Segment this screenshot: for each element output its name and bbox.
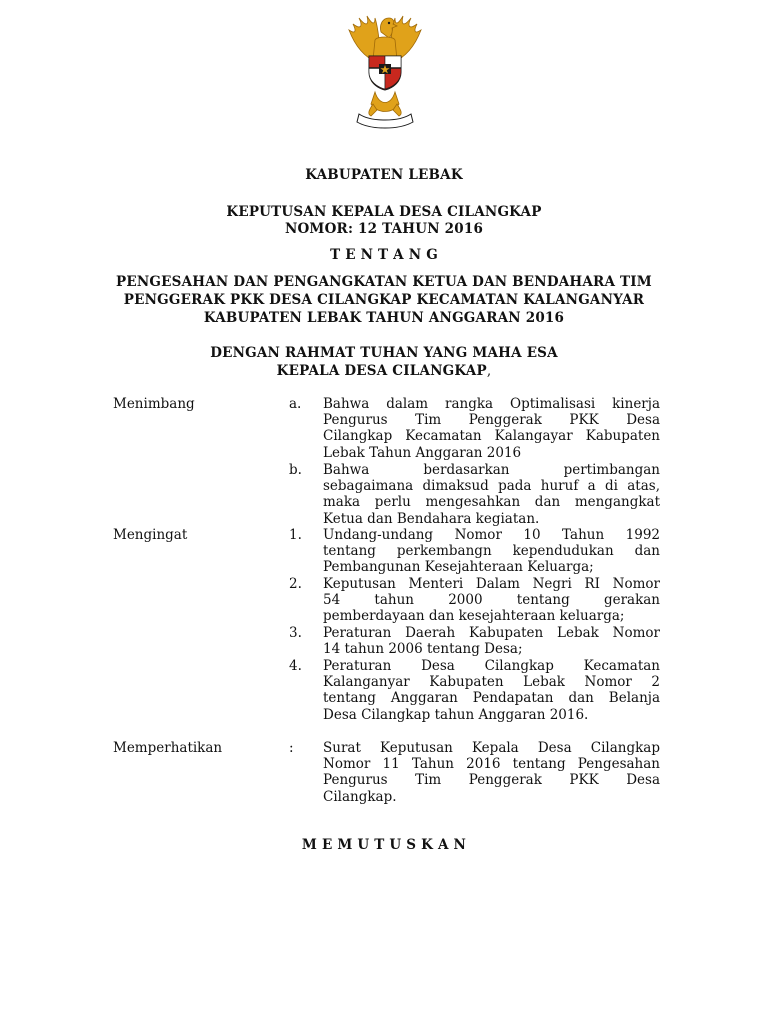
text-line: maka perlu mengesahkan dan mengangkat <box>323 494 660 511</box>
menimbang-item-b <box>323 462 660 527</box>
mengingat-marker-1: 1. <box>289 527 302 543</box>
text-line: pemberdayaan dan kesejahteraan keluarga; <box>323 608 625 625</box>
mengingat-label: Mengingat <box>113 527 188 543</box>
text-line: Pengurus Tim Penggerak PKK Desa <box>323 772 660 789</box>
text-line: Kalanganyar Kabupaten Lebak Nomor 2 <box>323 674 660 691</box>
memperhatikan-colon: : <box>289 740 294 756</box>
text-line: Cilangkap. <box>323 788 397 805</box>
mengingat-item-3 <box>323 625 660 657</box>
text-line: 14 tahun 2006 tentang Desa; <box>323 641 523 658</box>
decide-heading: M E M U T U S K A N <box>301 837 467 853</box>
text-line: Keputusan Menteri Dalam Negri RI Nomor <box>323 576 660 592</box>
text-line: sebagaimana dimaksud pada huruf a di atas, <box>323 478 660 495</box>
garuda-emblem-icon <box>337 10 433 134</box>
text-line: tentang Anggaran Pendapatan dan Belanja <box>323 690 660 707</box>
text-line: Peraturan Daerah Kabupaten Lebak Nomor <box>323 625 660 641</box>
text-line: Undang-undang Nomor 10 Tahun 1992 <box>323 527 660 543</box>
text-line: 54 tahun 2000 tentang gerakan <box>323 592 660 609</box>
memperhatikan-label: Memperhatikan <box>113 740 223 756</box>
subject-line-3: KABUPATEN LEBAK TAHUN ANGGARAN 2016 <box>203 310 565 326</box>
authority-line <box>0 363 768 379</box>
text-line: Bahwa berdasarkan pertimbangan <box>323 462 660 478</box>
memperhatikan-item <box>323 740 660 805</box>
regency-heading: KABUPATEN LEBAK <box>305 167 463 183</box>
text-line: Cilangkap Kecamatan Kalangayar Kabupaten <box>323 428 660 445</box>
authority-punct: , <box>486 363 492 379</box>
menimbang-label: Menimbang <box>113 396 195 412</box>
mengingat-marker-4: 4. <box>289 658 302 674</box>
decree-number: NOMOR: 12 TAHUN 2016 <box>284 221 484 237</box>
text-line: tentang perkembangn kependudukan dan <box>323 543 660 560</box>
text-line: Pengurus Tim Penggerak PKK Desa <box>323 412 660 429</box>
text-line: Surat Keputusan Kepala Desa Cilangkap <box>323 740 660 756</box>
mengingat-marker-3: 3. <box>289 625 302 641</box>
menimbang-marker-a: a. <box>289 396 302 412</box>
mengingat-marker-2: 2. <box>289 576 302 592</box>
text-line: Nomor 11 Tahun 2016 tentang Pengesahan <box>323 756 660 773</box>
mengingat-item-2 <box>323 576 660 625</box>
mengingat-item-1 <box>323 527 660 576</box>
text-line: Peraturan Desa Cilangkap Kecamatan <box>323 658 660 674</box>
subject-line-1: PENGESAHAN DAN PENGANGKATAN KETUA DAN BENDAHARA TIM <box>116 274 652 290</box>
invocation: DENGAN RAHMAT TUHAN YANG MAHA ESA <box>210 345 558 361</box>
text-line: Lebak Tahun Anggaran 2016 <box>323 444 522 461</box>
authority: KEPALA DESA CILANGKAP <box>276 363 487 379</box>
about-heading: T E N T A N G <box>330 247 438 263</box>
decree-title: KEPUTUSAN KEPALA DESA CILANGKAP <box>226 204 542 220</box>
menimbang-item-a <box>323 396 660 461</box>
menimbang-marker-b: b. <box>289 462 302 478</box>
text-line: Ketua dan Bendahara kegiatan. <box>323 510 540 527</box>
text-line: Bahwa dalam rangka Optimalisasi kinerja <box>323 396 660 412</box>
subject-line-2: PENGGERAK PKK DESA CILANGKAP KECAMATAN KALANGANYAR <box>123 292 645 308</box>
mengingat-item-4 <box>323 658 660 723</box>
text-line: Desa Cilangkap tahun Anggaran 2016. <box>323 706 589 723</box>
text-line: Pembangunan Kesejahteraan Keluarga; <box>323 559 594 576</box>
